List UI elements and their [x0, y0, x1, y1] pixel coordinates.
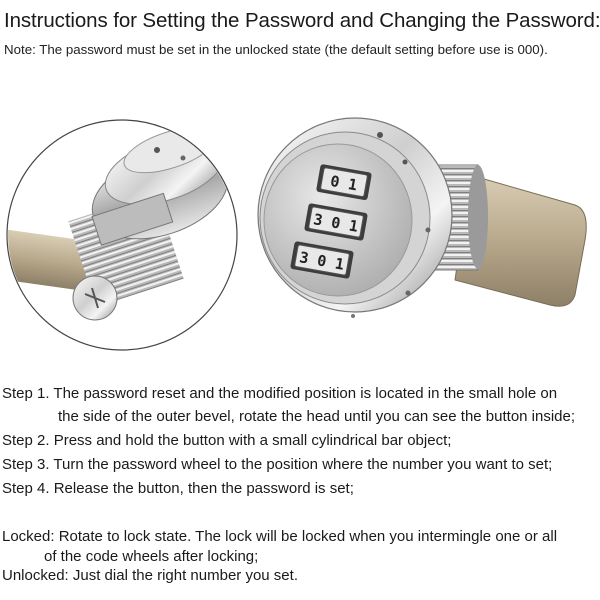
steps-list: [2, 384, 598, 503]
locked-line-2: of the code wheels after locking;: [44, 548, 259, 565]
lock-product-photo: [0, 110, 600, 360]
default-password-note: Note: The password must be set in the unlocked state (the default setting before use is 000).: [4, 42, 548, 57]
wheel-2-digits: 3 0 1: [312, 210, 360, 236]
step-4: Step 4. Release the button, then the password is set;: [2, 480, 354, 497]
page-title: Instructions for Setting the Password and Changing the Password:: [4, 9, 600, 32]
step-1: [2, 384, 598, 427]
locked-description: [2, 527, 598, 567]
step-1-line-1: Step 1. The password reset and the modified position is located in the small hole on: [2, 385, 558, 402]
side-view-circle: [0, 118, 239, 350]
wheel-3-digits: 3 0 1: [298, 248, 346, 274]
step-1-line-2: the side of the outer bevel, rotate the head until you can see the button inside;: [58, 408, 576, 425]
wheel-1-digits: 0 1: [328, 171, 359, 195]
step-3: Step 3. Turn the password wheel to the position where the number you want to set;: [2, 456, 553, 473]
locked-line-1: Locked: Rotate to lock state. The lock will be locked when you intermingle one or all: [2, 528, 558, 545]
combination-cam-lock: [258, 118, 586, 318]
unlocked-description: Unlocked: Just dial the right number you set.: [2, 567, 298, 584]
step-2: Step 2. Press and hold the button with a small cylindrical bar object;: [2, 432, 452, 449]
